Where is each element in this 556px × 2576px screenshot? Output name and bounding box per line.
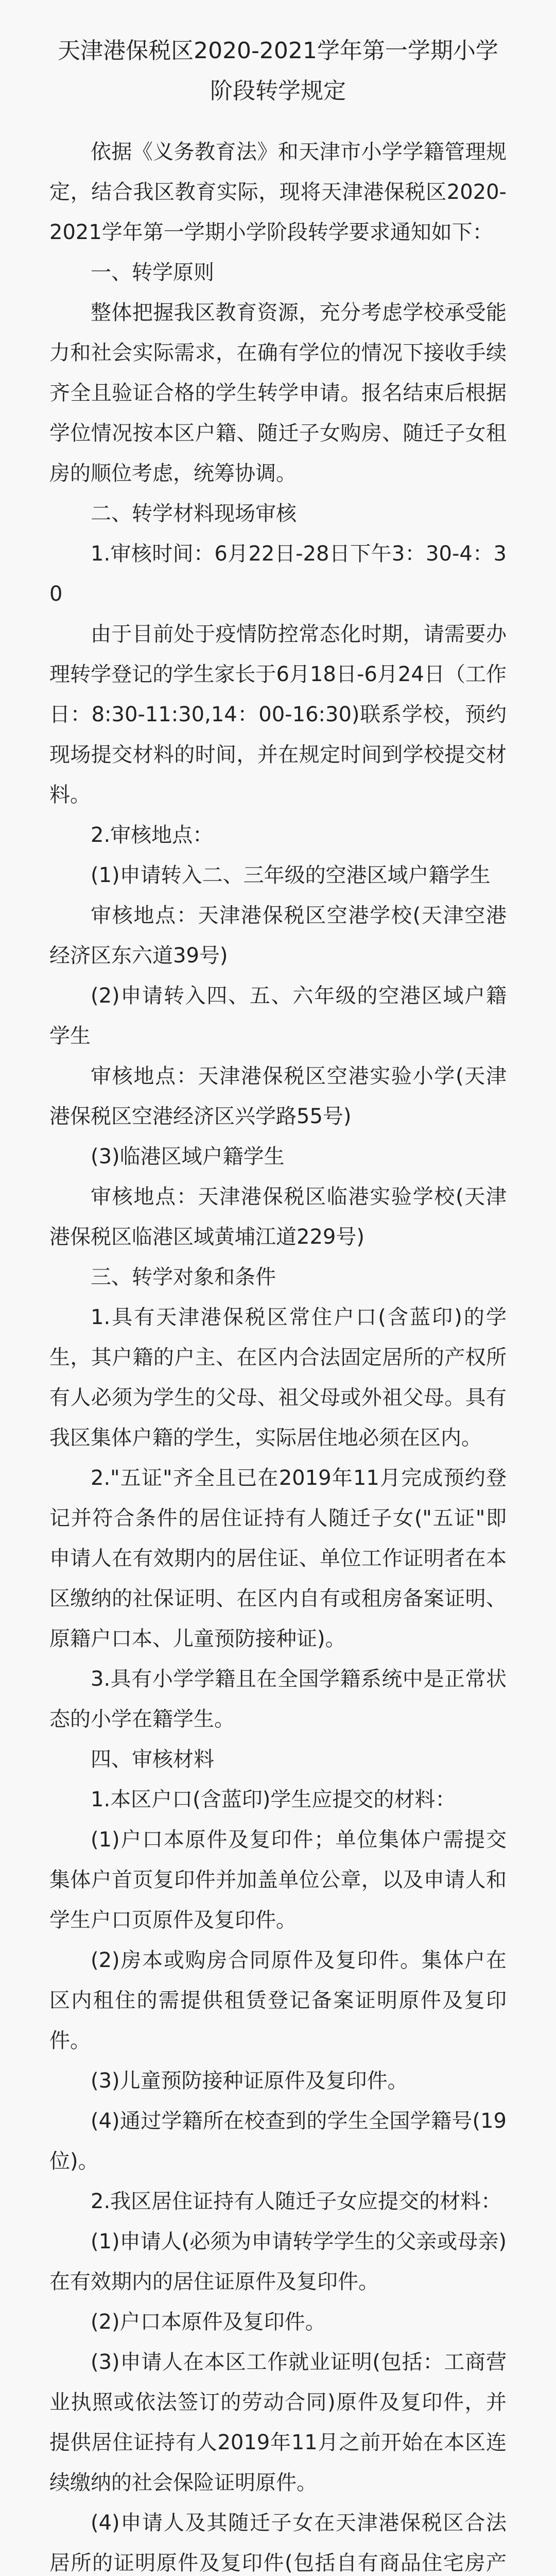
- section-1-paragraph: 整体把握我区教育资源，充分考虑学校承受能力和社会实际需求，在确有学位的情况下接收手续齐全且验证合格的学生转学申请。报名结束后根据学位情况按本区户籍、随迁子女购房、随迁子女租房的顺位考虑，统筹协调。: [49, 301, 507, 485]
- review-place-item-2: (2)申请转入四、五、六年级的空港区域户籍学生: [49, 984, 507, 1048]
- materials-1-item-2: (2)房本或购房合同原件及复印件。集体户在区内租住的需提供租赁登记备案证明原件及复印件。: [49, 1948, 507, 2053]
- materials-2-heading: 2.我区居住证持有人随迁子女应提交的材料：: [91, 2190, 502, 2213]
- review-place-item-3: (3)临港区域户籍学生: [91, 1145, 285, 1168]
- review-time: 1.审核时间：6月22日-28日下午3：30-4：30: [49, 542, 507, 606]
- materials-2-item-2: (2)户口本原件及复印件。: [91, 2310, 326, 2334]
- materials-2-item-3: (3)申请人在本区工作就业证明(包括：工商营业执照或依法签订的劳动合同)原件及复印件，并提供居住证持有人2019年11月之前开始在本区连续缴纳的社会保险证明原件。: [49, 2350, 507, 2495]
- review-place-heading: 2.审核地点：: [91, 823, 214, 847]
- intro-paragraph: 依据《义务教育法》和天津市小学学籍管理规定，结合我区教育实际，现将天津港保税区2020-2021学年第一学期小学阶段转学要求通知如下：: [49, 140, 507, 244]
- condition-1: 1.具有天津港保税区常住户口(含蓝印)的学生，其户籍的户主、在区内合法固定居所的产权所有人必须为学生的父母、祖父母或外祖父母。具有我区集体户籍的学生，实际居住地必须在区内。: [49, 1306, 507, 1450]
- materials-1-item-3: (3)儿童预防接种证原件及复印件。: [91, 2069, 408, 2093]
- materials-1-heading: 1.本区户口(含蓝印)学生应提交的材料：: [91, 1788, 456, 1811]
- title-line-2: 阶段转学规定: [210, 78, 346, 104]
- section-4-heading: 四、审核材料: [91, 1748, 214, 1771]
- condition-3: 3.具有小学学籍且在全国学籍系统中是正常状态的小学在籍学生。: [49, 1667, 507, 1731]
- review-place-item-1-location: 审核地点：天津港保税区空港学校(天津空港经济区东六道39号): [49, 904, 507, 968]
- materials-2-item-1: (1)申请人(必须为申请转学学生的父亲或母亲)在有效期内的居住证原件及复印件。: [49, 2230, 507, 2294]
- review-place-item-3-location: 审核地点：天津港保税区临港实验学校(天津港保税区临港区域黄埔江道229号): [49, 1185, 507, 1249]
- materials-1-item-4: (4)通过学籍所在校查到的学生全国学籍号(19位)。: [49, 2109, 507, 2173]
- review-place-item-1: (1)申请转入二、三年级的空港区域户籍学生: [91, 863, 491, 887]
- review-note: 由于目前处于疫情防控常态化时期，请需要办理转学登记的学生家长于6月18日-6月24日（工作日：8:30-11:30,14：00-16:30)联系学校，预约现场提交材料的时间，并在规定时间到学校提交材料。: [49, 622, 507, 807]
- section-2-heading: 二、转学材料现场审核: [91, 502, 297, 526]
- title-line-1: 天津港保税区2020-2021学年第一学期小学: [58, 38, 498, 64]
- review-place-item-2-location: 审核地点：天津港保税区空港实验小学(天津港保税区空港经济区兴学路55号): [49, 1064, 507, 1128]
- section-1-heading: 一、转学原则: [91, 261, 214, 284]
- materials-1-item-1: (1)户口本原件及复印件；单位集体户需提交集体户首页复印件并加盖单位公章，以及申请人和学生户口页原件及复印件。: [49, 1828, 507, 1932]
- materials-2-item-4: (4)申请人及其随迁子女在天津港保税区合法居所的证明原件及复印件(包括自有商品住宅房产: [49, 2511, 507, 2575]
- condition-2: 2."五证"齐全且已在2019年11月完成预约登记并符合条件的居住证持有人随迁子女("五证"即申请人在有效期内的居住证、单位工作证明者在本区缴纳的社保证明、在区内自有或租房备案证明、原籍户口本、儿童预防接种证)。: [49, 1466, 507, 1651]
- section-3-heading: 三、转学对象和条件: [91, 1265, 276, 1289]
- document-title: [49, 31, 507, 111]
